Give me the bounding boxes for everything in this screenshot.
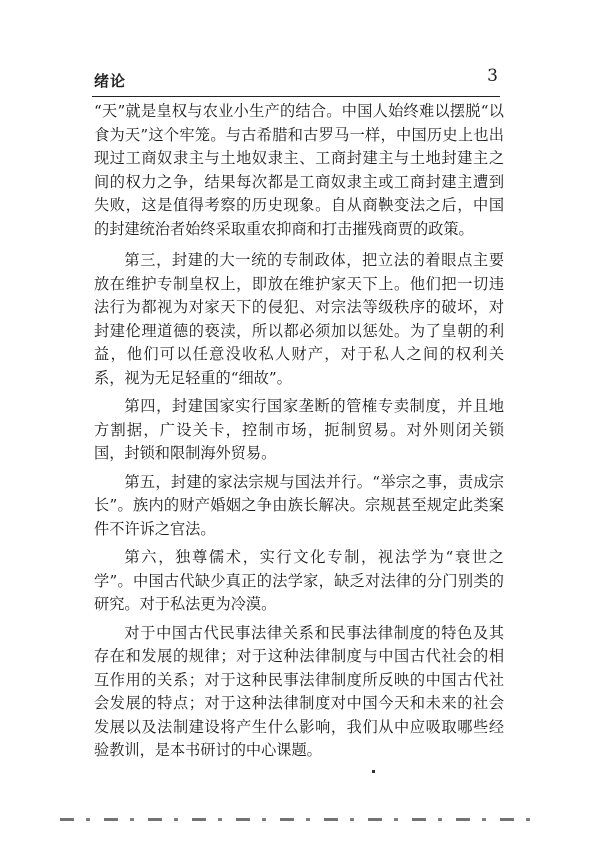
body-text: [94, 100, 504, 771]
paragraph-fourth-point: 第四，封建国家实行国家垄断的管榷专卖制度，并且地方割据，广设关卡，控制市场，扼制贸易。对外则闭关锁国，封锁和限制海外贸易。: [94, 397, 504, 462]
paragraph-conclusion: 对于中国古代民事法律关系和民事法律制度的特色及其存在和发展的规律；对于这种法律制度与中国古代社会的相互作用的关系；对于这种民事法律制度所反映的中国古代社会发展的特点；对于这种法律制度对中国今天和未来的社会发展以及法制建设将产生什么影响，我们从中应吸取哪些经验教训，是本书研讨的中心课题。: [94, 623, 504, 759]
paragraph-fifth-point: 第五，封建的家法宗规与国法并行。“举宗之事，责成宗长”。族内的财产婚姻之争由族长解决。宗规甚至规定此类案件不许诉之官法。: [94, 472, 504, 538]
page-number: 3: [487, 66, 498, 86]
scan-speck: [372, 770, 375, 773]
paragraph-third-point: 第三，封建的大一统的专制政体，把立法的着眼点主要放在维护专制皇权上，即放在维护家天下上。他们把一切违法行为都视为对家天下的侵犯、对宗法等级秩序的破坏，对封建伦理道德的亵渎，所以都必须加以惩处。为了皇朝的利益，他们可以任意没收私人财产，对于私人之间的权利关系，视为无足轻重的“细故”。: [94, 251, 504, 387]
section-title: 绪论: [94, 72, 127, 90]
header-rule: [92, 96, 500, 97]
paragraph-continuation: “天”就是皇权与农业小生产的结合。中国人始终难以摆脱“以食为天”这个牢笼。与古希腊和古罗马一样，中国历史上也出现过工商奴隶主与土地奴隶主、工商封建主与土地封建主之间的权力之争，结果每次都是工商奴隶主或工商封建主遭到失败，这是值得考察的历史现象。自从商鞅变法之后，中国的封建统治者始终采取重农抑商和打击摧残商贾的政策。: [94, 102, 504, 238]
paragraph-sixth-point: 第六，独尊儒术，实行文化专制，视法学为“衰世之学”。中国古代缺少真正的法学家，缺乏对法律的分门别类的研究。对于私法更为冷漠。: [94, 548, 504, 613]
scan-footer-noise: [60, 818, 530, 821]
running-head: [94, 66, 498, 94]
